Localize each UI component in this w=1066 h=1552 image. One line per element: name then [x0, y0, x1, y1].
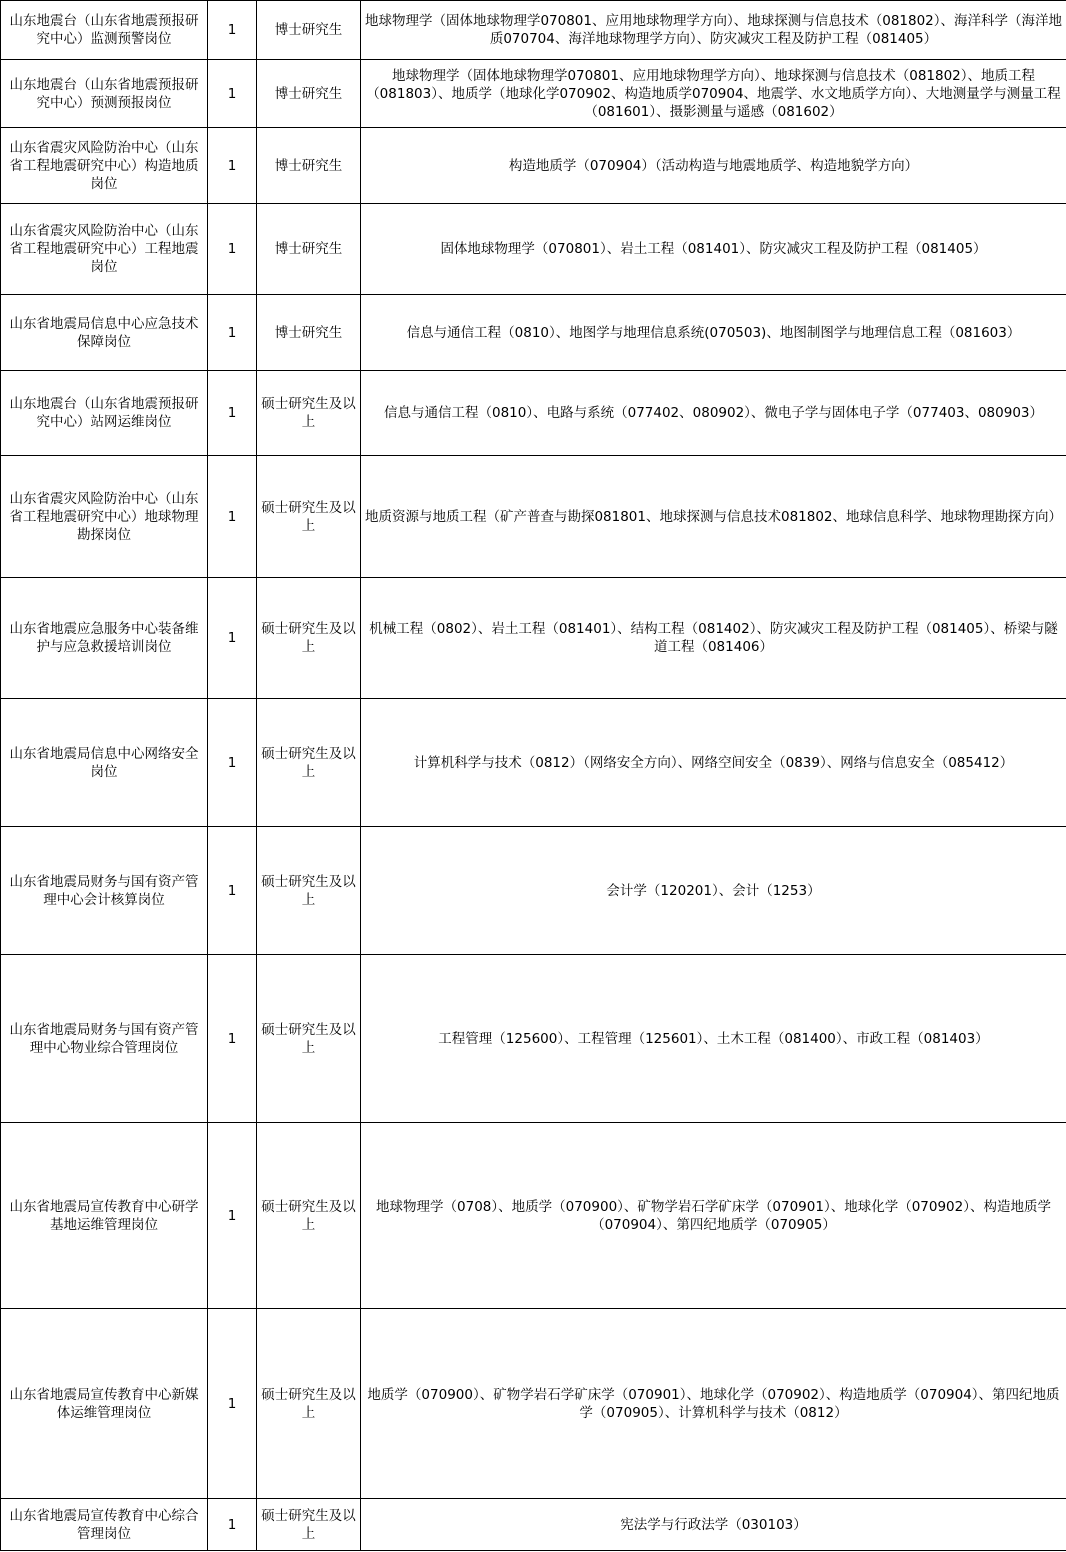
post-cell: 山东省地震局宣传教育中心新媒体运维管理岗位 [1, 1309, 208, 1499]
major-cell: 宪法学与行政法学（030103） [361, 1499, 1066, 1551]
major-cell: 地球物理学（固体地球物理学070801、应用地球物理学方向）、地球探测与信息技术（081802）、海洋科学（海洋地质070704、海洋地球物理学方向）、防灾减灾工程及防护工程（081405） [361, 1, 1066, 60]
education-cell: 硕士研究生及以上 [257, 1309, 361, 1499]
major-cell: 会计学（120201）、会计（1253） [361, 827, 1066, 955]
count-cell: 1 [208, 204, 257, 295]
table-row [1, 371, 1066, 456]
table-row [1, 128, 1066, 204]
major-cell: 工程管理（125600）、工程管理（125601）、土木工程（081400）、市政工程（081403） [361, 955, 1066, 1123]
education-cell: 博士研究生 [257, 1, 361, 60]
table-row [1, 1, 1066, 60]
post-cell: 山东省震灾风险防治中心（山东省工程地震研究中心）工程地震岗位 [1, 204, 208, 295]
major-cell: 固体地球物理学（070801）、岩土工程（081401）、防灾减灾工程及防护工程（081405） [361, 204, 1066, 295]
post-cell: 山东省震灾风险防治中心（山东省工程地震研究中心）构造地质岗位 [1, 128, 208, 204]
table-row [1, 295, 1066, 371]
count-cell: 1 [208, 60, 257, 128]
post-cell: 山东省地震局财务与国有资产管理中心会计核算岗位 [1, 827, 208, 955]
table-row [1, 1499, 1066, 1551]
major-cell: 地质资源与地质工程（矿产普查与勘探081801、地球探测与信息技术081802、地球信息科学、地球物理勘探方向） [361, 456, 1066, 578]
count-cell: 1 [208, 1, 257, 60]
major-cell: 构造地质学（070904）（活动构造与地震地质学、构造地貌学方向） [361, 128, 1066, 204]
count-cell: 1 [208, 1309, 257, 1499]
table-row [1, 699, 1066, 827]
table-row [1, 578, 1066, 699]
education-cell: 硕士研究生及以上 [257, 1499, 361, 1551]
major-cell: 机械工程（0802）、岩土工程（081401）、结构工程（081402）、防灾减灾工程及防护工程（081405）、桥梁与隧道工程（081406） [361, 578, 1066, 699]
table-row [1, 1309, 1066, 1499]
post-cell: 山东省地震局信息中心网络安全岗位 [1, 699, 208, 827]
count-cell: 1 [208, 1499, 257, 1551]
post-cell: 山东省地震局信息中心应急技术保障岗位 [1, 295, 208, 371]
post-cell: 山东省地震局宣传教育中心研学基地运维管理岗位 [1, 1123, 208, 1309]
count-cell: 1 [208, 578, 257, 699]
major-cell: 信息与通信工程（0810）、地图学与地理信息系统(070503)、地图制图学与地理信息工程（081603） [361, 295, 1066, 371]
count-cell: 1 [208, 295, 257, 371]
table-row [1, 827, 1066, 955]
table-row [1, 955, 1066, 1123]
education-cell: 硕士研究生及以上 [257, 955, 361, 1123]
education-cell: 硕士研究生及以上 [257, 578, 361, 699]
post-cell: 山东省地震局财务与国有资产管理中心物业综合管理岗位 [1, 955, 208, 1123]
table-row [1, 60, 1066, 128]
major-cell: 信息与通信工程（0810）、电路与系统（077402、080902）、微电子学与固体电子学（077403、080903） [361, 371, 1066, 456]
table-row [1, 1123, 1066, 1309]
major-cell: 计算机科学与技术（0812）（网络安全方向）、网络空间安全（0839）、网络与信息安全（085412） [361, 699, 1066, 827]
post-cell: 山东省地震局宣传教育中心综合管理岗位 [1, 1499, 208, 1551]
education-cell: 博士研究生 [257, 295, 361, 371]
major-cell: 地质学（070900）、矿物学岩石学矿床学（070901）、地球化学（070902）、构造地质学（070904）、第四纪地质学（070905）、计算机科学与技术（0812） [361, 1309, 1066, 1499]
major-cell: 地球物理学（0708）、地质学（070900）、矿物学岩石学矿床学（070901）、地球化学（070902）、构造地质学（070904）、第四纪地质学（070905） [361, 1123, 1066, 1309]
table-row [1, 456, 1066, 578]
education-cell: 硕士研究生及以上 [257, 827, 361, 955]
education-cell: 博士研究生 [257, 204, 361, 295]
education-cell: 博士研究生 [257, 128, 361, 204]
count-cell: 1 [208, 1123, 257, 1309]
major-cell: 地球物理学（固体地球物理学070801、应用地球物理学方向）、地球探测与信息技术（081802）、地质工程（081803）、地质学（地球化学070902、构造地质学070904、地震学、水文地质学方向）、大地测量学与测量工程（081601）、摄影测量与遥感（081602） [361, 60, 1066, 128]
post-cell: 山东省震灾风险防治中心（山东省工程地震研究中心）地球物理勘探岗位 [1, 456, 208, 578]
education-cell: 硕士研究生及以上 [257, 371, 361, 456]
count-cell: 1 [208, 827, 257, 955]
post-cell: 山东地震台（山东省地震预报研究中心）监测预警岗位 [1, 1, 208, 60]
education-cell: 硕士研究生及以上 [257, 699, 361, 827]
count-cell: 1 [208, 128, 257, 204]
post-cell: 山东地震台（山东省地震预报研究中心）预测预报岗位 [1, 60, 208, 128]
education-cell: 博士研究生 [257, 60, 361, 128]
table-row [1, 204, 1066, 295]
post-cell: 山东地震台（山东省地震预报研究中心）站网运维岗位 [1, 371, 208, 456]
count-cell: 1 [208, 371, 257, 456]
count-cell: 1 [208, 456, 257, 578]
post-cell: 山东省地震应急服务中心装备维护与应急救援培训岗位 [1, 578, 208, 699]
education-cell: 硕士研究生及以上 [257, 456, 361, 578]
education-cell: 硕士研究生及以上 [257, 1123, 361, 1309]
count-cell: 1 [208, 699, 257, 827]
count-cell: 1 [208, 955, 257, 1123]
